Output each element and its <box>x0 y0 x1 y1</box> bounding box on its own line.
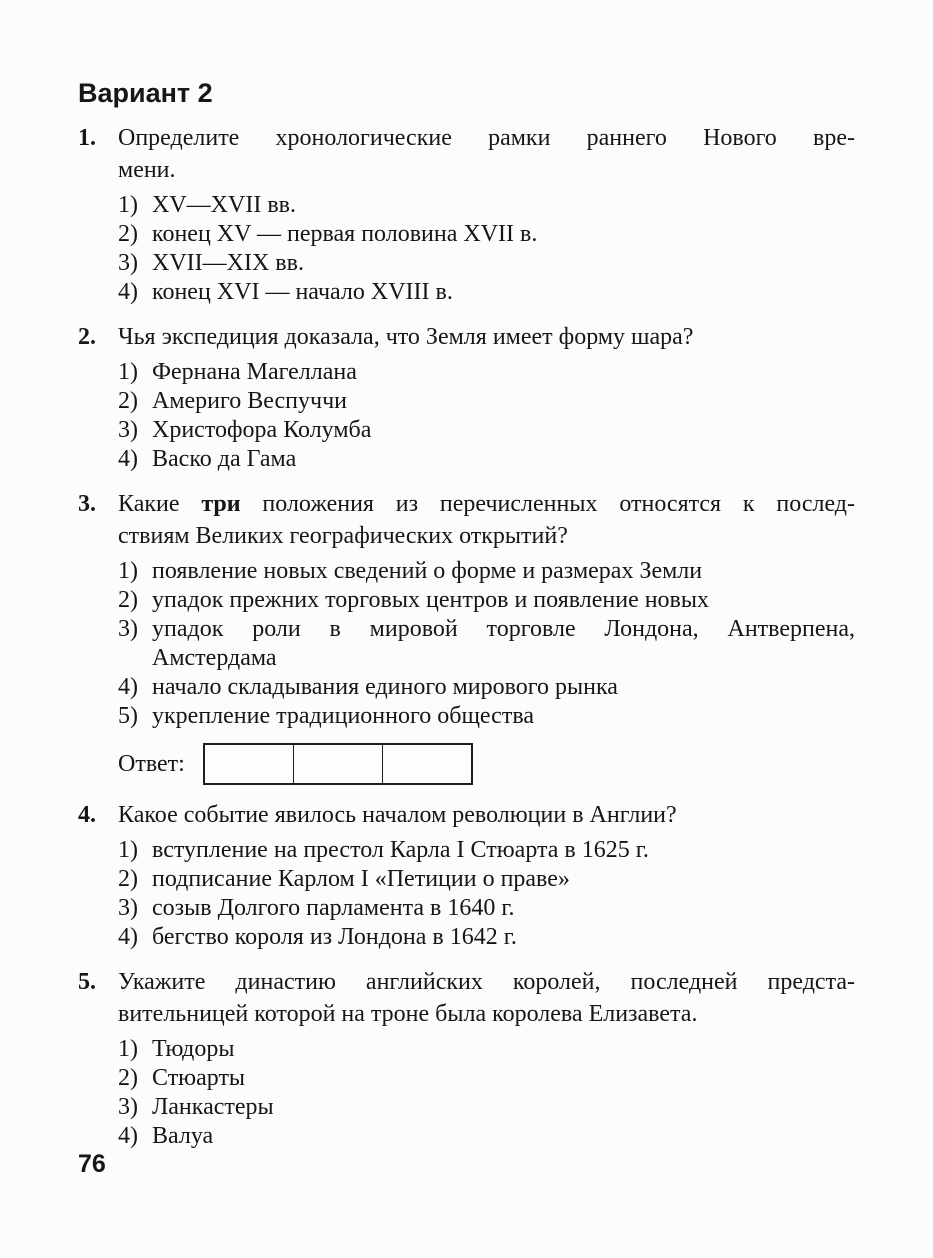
option <box>118 278 855 307</box>
question-text-bold: три <box>201 491 241 517</box>
question-number: 3. <box>78 491 96 517</box>
option <box>118 702 855 731</box>
option-number: 2) <box>118 1065 138 1091</box>
option <box>118 445 855 474</box>
question-1 <box>78 122 855 307</box>
option-text: упадок прежних торговых центров и появление новых <box>152 587 710 613</box>
page-number: 76 <box>78 1150 106 1178</box>
option-text: бегство короля из Лондона в 1642 г. <box>152 924 517 950</box>
option-number: 1) <box>118 192 138 218</box>
option-text: Валуа <box>152 1123 214 1149</box>
option <box>118 191 855 220</box>
answer-cell <box>205 745 294 783</box>
answer-cell <box>383 745 471 783</box>
question-text-part: положения из перечисленных относятся к послед- <box>240 491 856 517</box>
answer-cell <box>294 745 383 783</box>
option-text: начало складывания единого мирового рынка <box>152 674 618 700</box>
option-text: Тюдоры <box>152 1036 235 1062</box>
question-text-line: Определите хронологические рамки раннего Нового вре- <box>118 125 855 151</box>
option-number: 4) <box>118 1123 138 1149</box>
question-number: 5. <box>78 969 96 995</box>
option-text: Стюарты <box>152 1065 246 1091</box>
option-number: 4) <box>118 924 138 950</box>
option-number: 3) <box>118 895 138 921</box>
option-number: 2) <box>118 866 138 892</box>
question-text-part: Какие <box>118 491 202 517</box>
question-3 <box>78 488 855 731</box>
option-number: 3) <box>118 1094 138 1120</box>
option <box>118 249 855 278</box>
options-list <box>118 557 855 731</box>
option <box>118 615 855 673</box>
option-text-line: Амстердама <box>152 645 277 671</box>
question-number: 2. <box>78 324 96 350</box>
question-4 <box>78 799 855 952</box>
option-text: Ланкастеры <box>152 1094 274 1120</box>
question-text-line: вительницей которой на троне была королева Елизавета. <box>118 1001 698 1027</box>
option-text: подписание Карлом I «Петиции о праве» <box>152 866 570 892</box>
option-number: 4) <box>118 279 138 305</box>
option-number: 1) <box>118 359 138 385</box>
option-text: Америго Веспуччи <box>152 388 347 414</box>
option <box>118 557 855 586</box>
question-number: 4. <box>78 802 96 828</box>
option <box>118 1093 855 1122</box>
option-number: 2) <box>118 587 138 613</box>
question-text <box>118 122 855 186</box>
option <box>118 1035 855 1064</box>
option-text-line: упадок роли в мировой торговле Лондона, Антверпена, <box>152 616 855 642</box>
question-number: 1. <box>78 125 96 151</box>
option <box>118 923 855 952</box>
option <box>118 836 855 865</box>
option <box>118 416 855 445</box>
question-text-line: Укажите династию английских королей, последней предста- <box>118 969 855 995</box>
question-2 <box>78 321 855 474</box>
question-5 <box>78 966 855 1151</box>
option <box>118 894 855 923</box>
page-content <box>78 78 855 1151</box>
option-text: Фернана Магеллана <box>152 359 357 385</box>
question-text <box>118 321 855 353</box>
option <box>118 220 855 249</box>
option-text: конец XV — первая половина XVII в. <box>152 221 538 247</box>
option <box>118 1122 855 1151</box>
option-number: 3) <box>118 417 138 443</box>
option-number: 1) <box>118 1036 138 1062</box>
option-text: вступление на престол Карла I Стюарта в 1625 г. <box>152 837 649 863</box>
option-number: 5) <box>118 703 138 729</box>
option <box>118 586 855 615</box>
option-number: 1) <box>118 837 138 863</box>
option-text <box>152 615 855 673</box>
option <box>118 1064 855 1093</box>
page-title: Вариант 2 <box>78 78 213 108</box>
option <box>118 865 855 894</box>
question-text <box>118 799 855 831</box>
option-number: 4) <box>118 446 138 472</box>
answer-label: Ответ: <box>118 750 185 777</box>
option-text: XVII—XIX вв. <box>152 250 304 276</box>
options-list <box>118 836 855 952</box>
options-list <box>118 191 855 307</box>
option <box>118 387 855 416</box>
option-text: появление новых сведений о форме и размерах Земли <box>152 558 703 584</box>
question-text-line <box>118 488 855 520</box>
option-number: 4) <box>118 674 138 700</box>
question-text-line: Какое событие явилось началом революции в Англии? <box>118 802 677 828</box>
answer-row <box>118 743 855 785</box>
question-text-line: мени. <box>118 157 176 183</box>
option-number: 2) <box>118 388 138 414</box>
option-number: 1) <box>118 558 138 584</box>
option-text: укрепление традиционного общества <box>152 703 534 729</box>
option-number: 3) <box>118 616 138 642</box>
options-list <box>118 1035 855 1151</box>
question-text <box>118 488 855 552</box>
option <box>118 673 855 702</box>
question-text-line: ствиям Великих географических открытий? <box>118 523 568 549</box>
option <box>118 358 855 387</box>
option-text: Васко да Гама <box>152 446 297 472</box>
answer-table <box>203 743 473 785</box>
option-number: 2) <box>118 221 138 247</box>
option-text: Христофора Колумба <box>152 417 372 443</box>
question-text-line: Чья экспедиция доказала, что Земля имеет форму шара? <box>118 324 694 350</box>
options-list <box>118 358 855 474</box>
option-text: созыв Долгого парламента в 1640 г. <box>152 895 515 921</box>
option-number: 3) <box>118 250 138 276</box>
option-text: XV—XVII вв. <box>152 192 296 218</box>
option-text: конец XVI — начало XVIII в. <box>152 279 453 305</box>
question-text <box>118 966 855 1030</box>
